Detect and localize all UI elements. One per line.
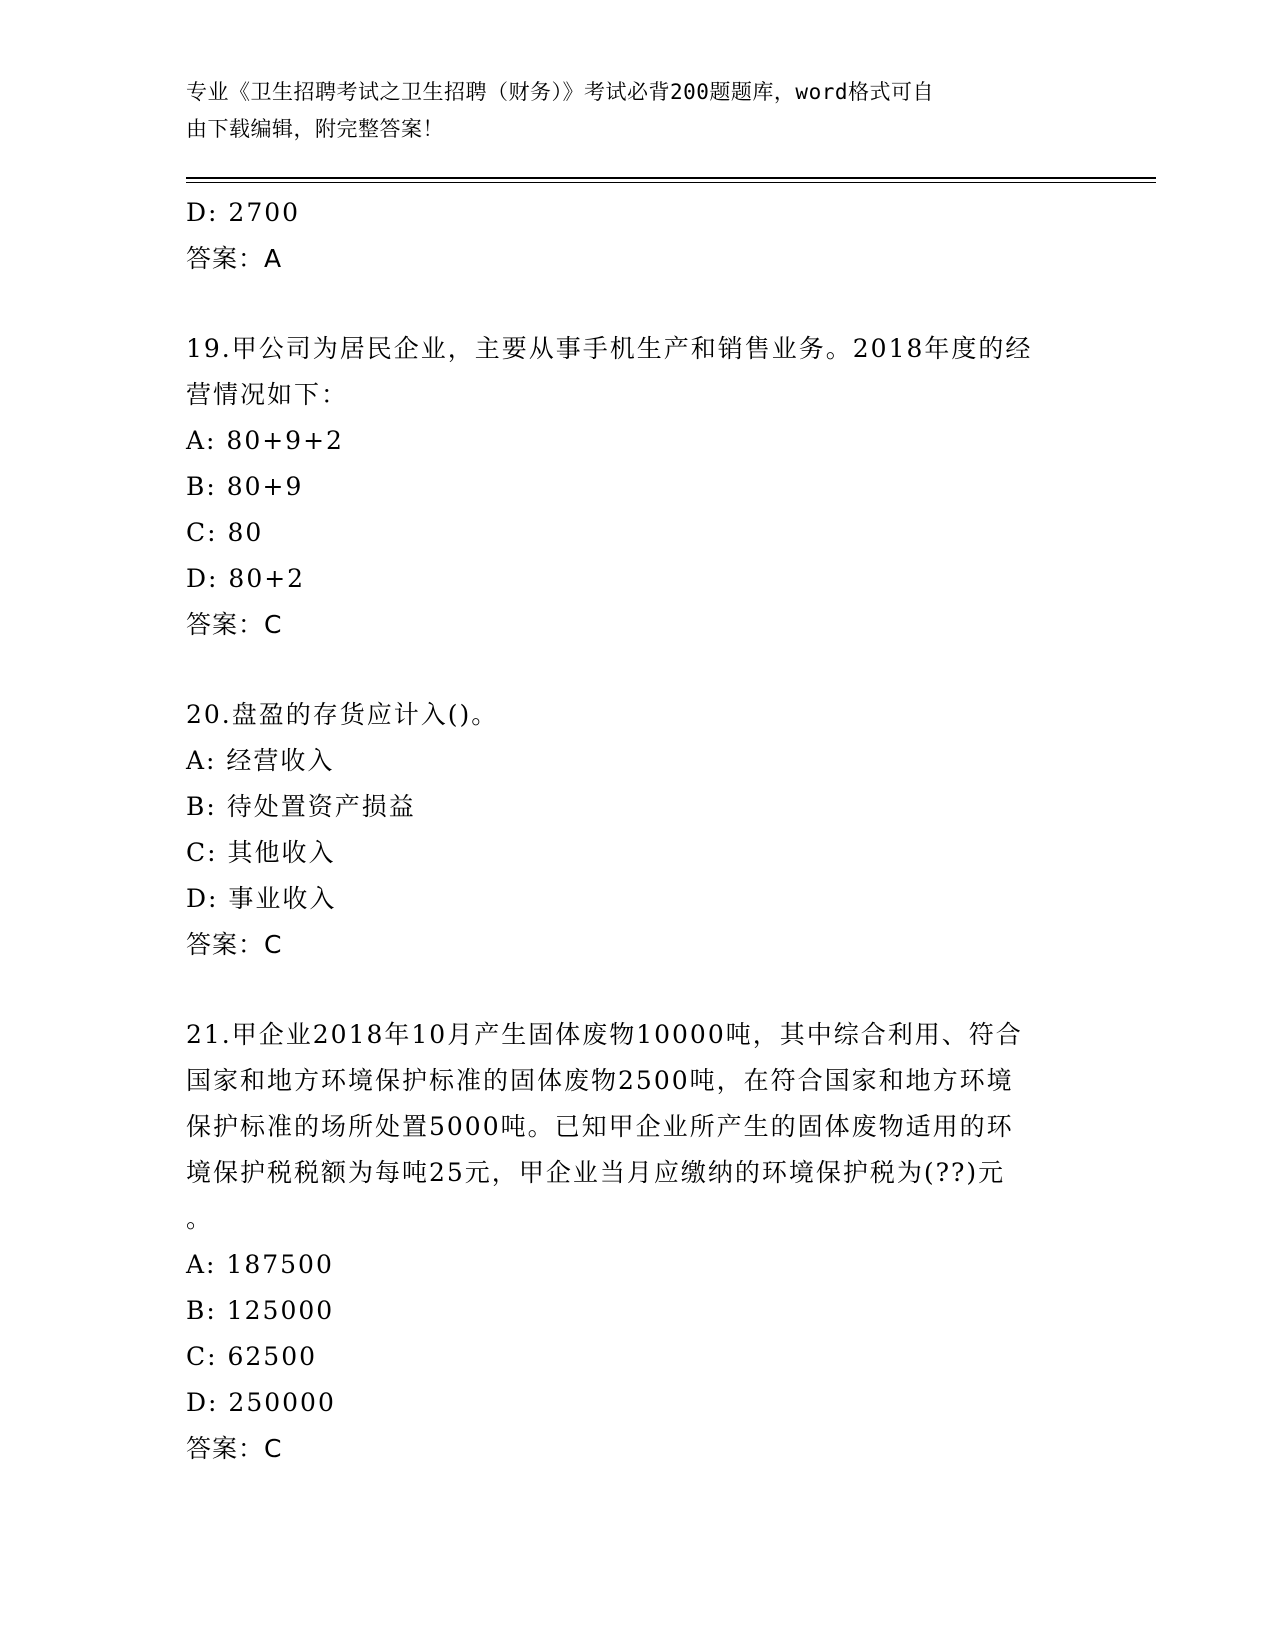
- header-divider: [186, 177, 1156, 179]
- question-text: 19.甲公司为居民企业，主要从事手机生产和销售业务。2018年度的经: [186, 334, 1033, 363]
- question-text: 境保护税税额为每吨25元，甲企业当月应缴纳的环境保护税为(??)元: [186, 1158, 1006, 1187]
- option-a: A: 经营收入: [186, 746, 335, 775]
- header-line-1: 专业《卫生招聘考试之卫生招聘（财务）》考试必背200题题库，word格式可自: [186, 80, 934, 104]
- answer-line: 答案：A: [186, 244, 283, 273]
- question-19: [186, 326, 1086, 648]
- option-b: B: 125000: [186, 1296, 335, 1325]
- option-c: C: 62500: [186, 1342, 318, 1371]
- option-a: A: 187500: [186, 1250, 334, 1279]
- question-text: 20.盘盈的存货应计入()。: [186, 700, 499, 729]
- option-c: C: 其他收入: [186, 838, 336, 867]
- answer-line: 答案：C: [186, 1434, 283, 1463]
- answer-line: 答案：C: [186, 930, 283, 959]
- question-text: 。: [186, 1204, 214, 1233]
- question-list: [186, 190, 1086, 1472]
- question-text: 21.甲企业2018年10月产生固体废物10000吨，其中综合利用、符合: [186, 1020, 1023, 1049]
- option-c: C: 80: [186, 518, 264, 547]
- question-20: [186, 692, 1086, 968]
- page-header: [186, 74, 1066, 148]
- option-d: D: 80+2: [186, 564, 306, 593]
- option-d: D: 2700: [186, 198, 301, 227]
- question-text: 保护标准的场所处置5000吨。已知甲企业所产生的固体废物适用的环: [186, 1112, 1014, 1141]
- option-d: D: 事业收入: [186, 884, 337, 913]
- header-line-2: 由下载编辑，附完整答案！: [186, 117, 444, 141]
- option-b: B: 80+9: [186, 472, 304, 501]
- header-divider-thin: [186, 182, 1156, 183]
- option-d: D: 250000: [186, 1388, 336, 1417]
- option-b: B: 待处置资产损益: [186, 792, 416, 821]
- option-a: A: 80+9+2: [186, 426, 344, 455]
- question-text: 营情况如下：: [186, 380, 349, 409]
- question-18-tail: [186, 190, 1086, 282]
- question-text: 国家和地方环境保护标准的固体废物2500吨，在符合国家和地方环境: [186, 1066, 1014, 1095]
- answer-line: 答案：C: [186, 610, 283, 639]
- question-21: [186, 1012, 1086, 1472]
